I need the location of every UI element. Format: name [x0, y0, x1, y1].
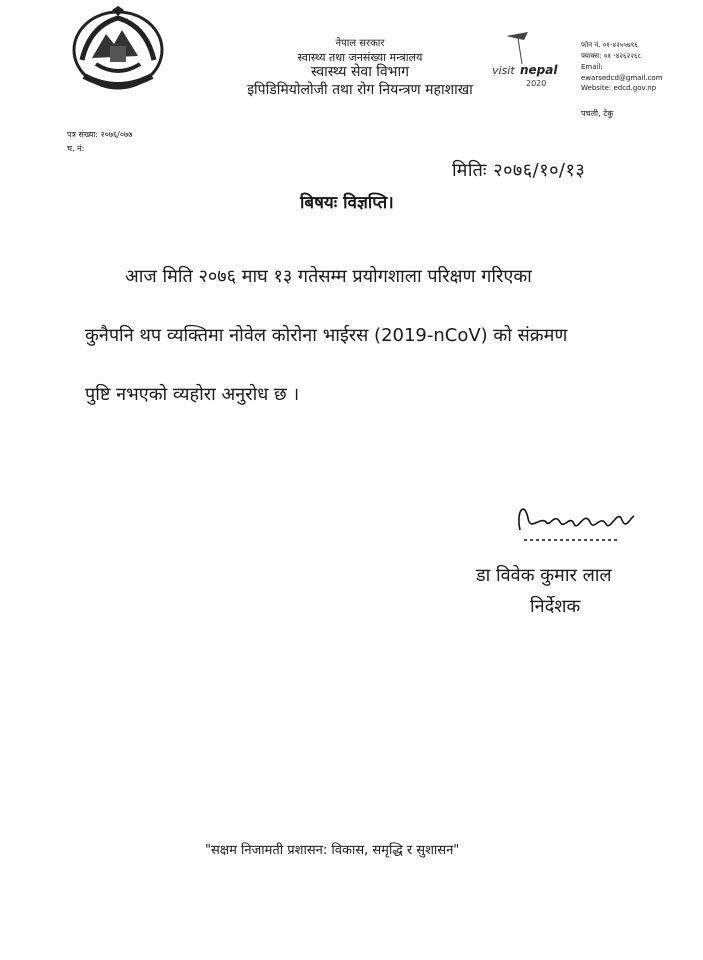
phone-number: फोन नं. ०१-४२५५७९६ — [581, 41, 638, 49]
division-name: इपिडिमियोलोजी तथा रोग नियन्त्रण महाशाखा — [247, 81, 473, 98]
handwritten-signature — [510, 492, 640, 562]
body-line: कुनैपनि थप व्यक्तिमा नोवेल कोरोना भाईरस (2019-nCoV) को संक्रमण — [85, 325, 568, 346]
letter-date: मितिः २०७६/१०/१३ — [452, 160, 586, 181]
dispatch-number: च. नं: — [67, 144, 85, 154]
logo-word-visit: visit — [492, 64, 515, 77]
letterhead-office-block — [200, 38, 520, 99]
logo-word-nepal: nepal — [520, 63, 558, 77]
department-name: स्वास्थ्य सेवा विभाग — [310, 64, 410, 81]
signatory-title: निर्देशक — [530, 596, 581, 617]
ministry-name: स्वास्थ्य तथा जनसंख्या मन्त्रालय — [297, 50, 423, 64]
website: Website: edcd.gov.np — [581, 84, 657, 93]
body-line: पुष्टि नभएको व्यहोरा अनुरोध छ । — [85, 384, 300, 405]
letter-number: पत्र संख्या: २०७६/०७७ — [67, 130, 133, 139]
contact-block — [581, 40, 703, 121]
government-name: नेपाल सरकार — [335, 38, 385, 49]
visit-nepal-2020-logo — [488, 30, 574, 92]
reference-block — [67, 128, 132, 157]
email-address: ewarsedcd@gmail.com — [581, 73, 663, 82]
body-line: आज मिति २०७६ माघ १३ गतेसम्म प्रयोगशाला परिक्षण गरिएका — [125, 266, 532, 287]
footer-motto: "सक्षम निजामती प्रशासन: विकास, समृद्धि र सुशासन" — [205, 843, 460, 858]
nepal-government-emblem-icon — [68, 6, 168, 92]
office-address: पचली, टेकु — [581, 109, 614, 119]
fax-number: फ्याक्स: ०१ -४२६२२६८ — [581, 51, 642, 60]
letter-subject: बिषयः विज्ञप्ति। — [300, 193, 394, 213]
logo-year: 2020 — [526, 79, 547, 88]
signatory-name: डा विवेक कुमार लाल — [476, 565, 612, 586]
email-label: Email: — [581, 62, 603, 71]
letter-body — [85, 264, 675, 441]
